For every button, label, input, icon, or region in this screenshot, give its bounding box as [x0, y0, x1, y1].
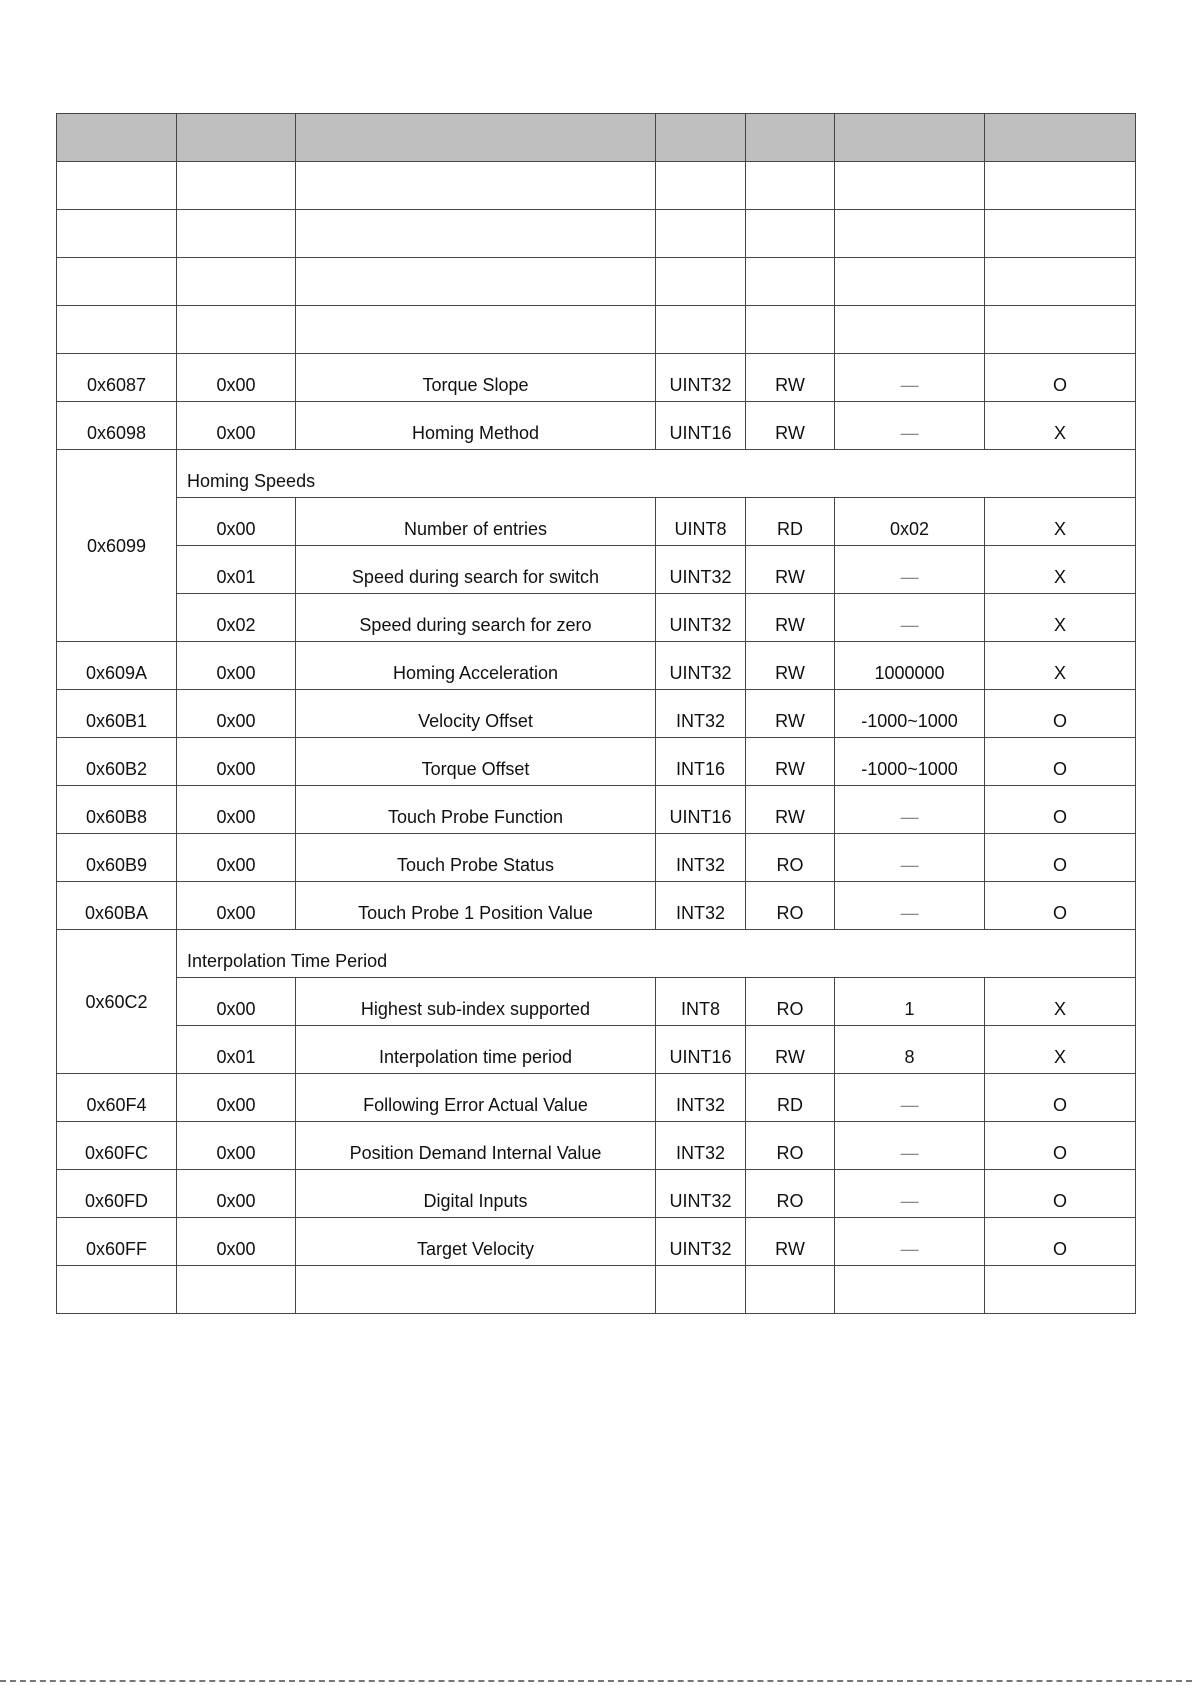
empty-row: [57, 210, 1136, 258]
empty-cell: [177, 1266, 296, 1314]
cell-default: 0x02: [835, 498, 985, 546]
cell-type: UINT32: [656, 1218, 746, 1266]
cell-default: 1000000: [835, 642, 985, 690]
cell-sub: 0x00: [177, 1170, 296, 1218]
empty-cell: [985, 306, 1136, 354]
cell-group-title: Homing Speeds: [177, 450, 1136, 498]
cell-access: RO: [746, 1122, 835, 1170]
cell-name: Number of entries: [296, 498, 656, 546]
empty-cell: [985, 162, 1136, 210]
cell-pdo: O: [985, 834, 1136, 882]
cell-name: Digital Inputs: [296, 1170, 656, 1218]
cell-type: INT32: [656, 690, 746, 738]
cell-sub: 0x00: [177, 786, 296, 834]
empty-cell: [746, 162, 835, 210]
cell-sub: 0x00: [177, 402, 296, 450]
cell-index: 0x60B9: [57, 834, 177, 882]
cell-name: Position Demand Internal Value: [296, 1122, 656, 1170]
table-body: [57, 162, 1136, 1314]
cell-index: 0x60BA: [57, 882, 177, 930]
cell-index: 0x60FD: [57, 1170, 177, 1218]
cell-name: Homing Acceleration: [296, 642, 656, 690]
empty-row: [57, 1266, 1136, 1314]
cell-access: RW: [746, 1218, 835, 1266]
empty-cell: [985, 1266, 1136, 1314]
empty-cell: [57, 210, 177, 258]
empty-cell: [57, 258, 177, 306]
cell-access: RO: [746, 1170, 835, 1218]
cell-index: 0x60B2: [57, 738, 177, 786]
header-cell-subindex: [177, 114, 296, 162]
cell-sub: 0x00: [177, 354, 296, 402]
cell-pdo: O: [985, 354, 1136, 402]
cell-default: -1000~1000: [835, 690, 985, 738]
empty-cell: [177, 306, 296, 354]
cell-access: RW: [746, 690, 835, 738]
cell-default: -1000~1000: [835, 738, 985, 786]
empty-cell: [57, 306, 177, 354]
cell-name: Velocity Offset: [296, 690, 656, 738]
cell-sub: 0x01: [177, 546, 296, 594]
cell-type: INT32: [656, 1122, 746, 1170]
cell-sub: 0x02: [177, 594, 296, 642]
cell-access: RW: [746, 402, 835, 450]
cell-pdo: X: [985, 642, 1136, 690]
cell-type: INT32: [656, 1074, 746, 1122]
empty-row: [57, 306, 1136, 354]
cell-sub: 0x00: [177, 1218, 296, 1266]
group-row: [57, 930, 1136, 978]
empty-cell: [835, 306, 985, 354]
cell-default: —: [835, 546, 985, 594]
table-row: [57, 786, 1136, 834]
empty-cell: [835, 1266, 985, 1314]
header-cell-pdo: [985, 114, 1136, 162]
cell-type: UINT32: [656, 642, 746, 690]
cell-default: —: [835, 1122, 985, 1170]
cell-sub: 0x00: [177, 642, 296, 690]
cell-index: 0x60B1: [57, 690, 177, 738]
cell-name: Homing Method: [296, 402, 656, 450]
empty-cell: [985, 258, 1136, 306]
empty-cell: [177, 162, 296, 210]
empty-cell: [746, 306, 835, 354]
cell-access: RW: [746, 786, 835, 834]
cell-access: RW: [746, 546, 835, 594]
table-row: [57, 402, 1136, 450]
cell-pdo: O: [985, 690, 1136, 738]
cell-access: RO: [746, 978, 835, 1026]
cell-access: RO: [746, 834, 835, 882]
cell-name: Touch Probe Function: [296, 786, 656, 834]
group-row: [57, 450, 1136, 498]
page-footer-rule: [0, 1680, 1192, 1682]
cell-type: UINT16: [656, 402, 746, 450]
cell-name: Speed during search for switch: [296, 546, 656, 594]
cell-sub: 0x00: [177, 738, 296, 786]
table-header-row: [57, 114, 1136, 162]
empty-cell: [296, 258, 656, 306]
cell-pdo: X: [985, 546, 1136, 594]
empty-cell: [177, 210, 296, 258]
empty-cell: [656, 210, 746, 258]
cell-pdo: O: [985, 1074, 1136, 1122]
cell-name: Touch Probe Status: [296, 834, 656, 882]
cell-type: UINT32: [656, 546, 746, 594]
empty-cell: [985, 210, 1136, 258]
cell-access: RW: [746, 1026, 835, 1074]
cell-sub: 0x00: [177, 1122, 296, 1170]
cell-index: 0x60FF: [57, 1218, 177, 1266]
cell-default: —: [835, 1218, 985, 1266]
cell-name: Touch Probe 1 Position Value: [296, 882, 656, 930]
cell-default: —: [835, 1074, 985, 1122]
table-row: [57, 1170, 1136, 1218]
cell-index: 0x6087: [57, 354, 177, 402]
cell-name: Torque Slope: [296, 354, 656, 402]
cell-access: RW: [746, 738, 835, 786]
cell-pdo: O: [985, 738, 1136, 786]
cell-default: 1: [835, 978, 985, 1026]
cell-pdo: X: [985, 402, 1136, 450]
empty-cell: [835, 210, 985, 258]
cell-index: 0x60F4: [57, 1074, 177, 1122]
cell-pdo: X: [985, 594, 1136, 642]
empty-cell: [656, 162, 746, 210]
empty-cell: [656, 258, 746, 306]
table-row: [57, 1218, 1136, 1266]
table-row: [57, 690, 1136, 738]
cell-default: —: [835, 834, 985, 882]
group-entry-row: [57, 498, 1136, 546]
table-row: [57, 882, 1136, 930]
cell-default: —: [835, 354, 985, 402]
cell-index: 0x60B8: [57, 786, 177, 834]
group-entry-row: [57, 1026, 1136, 1074]
cell-index: 0x6099: [57, 450, 177, 642]
cell-index: 0x60C2: [57, 930, 177, 1074]
table-row: [57, 354, 1136, 402]
table-row: [57, 642, 1136, 690]
cell-sub: 0x00: [177, 978, 296, 1026]
cell-sub: 0x00: [177, 882, 296, 930]
table-row: [57, 738, 1136, 786]
empty-cell: [746, 210, 835, 258]
cell-default: —: [835, 402, 985, 450]
cell-type: UINT16: [656, 1026, 746, 1074]
cell-default: —: [835, 594, 985, 642]
group-entry-row: [57, 594, 1136, 642]
empty-cell: [57, 1266, 177, 1314]
cell-type: UINT8: [656, 498, 746, 546]
cell-default: —: [835, 1170, 985, 1218]
table-row: [57, 1074, 1136, 1122]
empty-row: [57, 258, 1136, 306]
cell-sub: 0x00: [177, 1074, 296, 1122]
cell-access: RD: [746, 498, 835, 546]
empty-cell: [835, 258, 985, 306]
empty-cell: [656, 1266, 746, 1314]
cell-sub: 0x00: [177, 498, 296, 546]
cell-pdo: O: [985, 1218, 1136, 1266]
cell-type: INT32: [656, 834, 746, 882]
cell-name: Speed during search for zero: [296, 594, 656, 642]
cell-pdo: X: [985, 498, 1136, 546]
cell-pdo: O: [985, 786, 1136, 834]
header-cell-access: [746, 114, 835, 162]
cell-type: UINT32: [656, 1170, 746, 1218]
cell-default: 8: [835, 1026, 985, 1074]
cell-access: RW: [746, 642, 835, 690]
cell-default: —: [835, 882, 985, 930]
header-cell-name: [296, 114, 656, 162]
cell-access: RW: [746, 594, 835, 642]
cell-name: Interpolation time period: [296, 1026, 656, 1074]
cell-index: 0x609A: [57, 642, 177, 690]
header-cell-default: [835, 114, 985, 162]
empty-cell: [656, 306, 746, 354]
empty-cell: [296, 210, 656, 258]
cell-sub: 0x01: [177, 1026, 296, 1074]
table-row: [57, 834, 1136, 882]
cell-access: RO: [746, 882, 835, 930]
cell-name: Highest sub-index supported: [296, 978, 656, 1026]
header-cell-index: [57, 114, 177, 162]
cell-pdo: O: [985, 1122, 1136, 1170]
empty-cell: [746, 1266, 835, 1314]
empty-cell: [296, 1266, 656, 1314]
empty-cell: [296, 162, 656, 210]
cell-access: RW: [746, 354, 835, 402]
cell-type: INT8: [656, 978, 746, 1026]
cell-name: Target Velocity: [296, 1218, 656, 1266]
cell-pdo: O: [985, 1170, 1136, 1218]
cell-group-title: Interpolation Time Period: [177, 930, 1136, 978]
object-dictionary-table: [56, 113, 1136, 1314]
cell-sub: 0x00: [177, 834, 296, 882]
cell-pdo: X: [985, 978, 1136, 1026]
empty-cell: [746, 258, 835, 306]
empty-cell: [835, 162, 985, 210]
cell-type: UINT32: [656, 594, 746, 642]
group-entry-row: [57, 978, 1136, 1026]
empty-row: [57, 162, 1136, 210]
empty-cell: [296, 306, 656, 354]
cell-name: Torque Offset: [296, 738, 656, 786]
header-cell-type: [656, 114, 746, 162]
cell-name: Following Error Actual Value: [296, 1074, 656, 1122]
empty-cell: [177, 258, 296, 306]
cell-index: 0x60FC: [57, 1122, 177, 1170]
cell-type: INT32: [656, 882, 746, 930]
cell-pdo: O: [985, 882, 1136, 930]
cell-pdo: X: [985, 1026, 1136, 1074]
table-row: [57, 1122, 1136, 1170]
cell-type: INT16: [656, 738, 746, 786]
cell-type: UINT32: [656, 354, 746, 402]
empty-cell: [57, 162, 177, 210]
cell-sub: 0x00: [177, 690, 296, 738]
cell-access: RD: [746, 1074, 835, 1122]
group-entry-row: [57, 546, 1136, 594]
cell-type: UINT16: [656, 786, 746, 834]
cell-default: —: [835, 786, 985, 834]
cell-index: 0x6098: [57, 402, 177, 450]
